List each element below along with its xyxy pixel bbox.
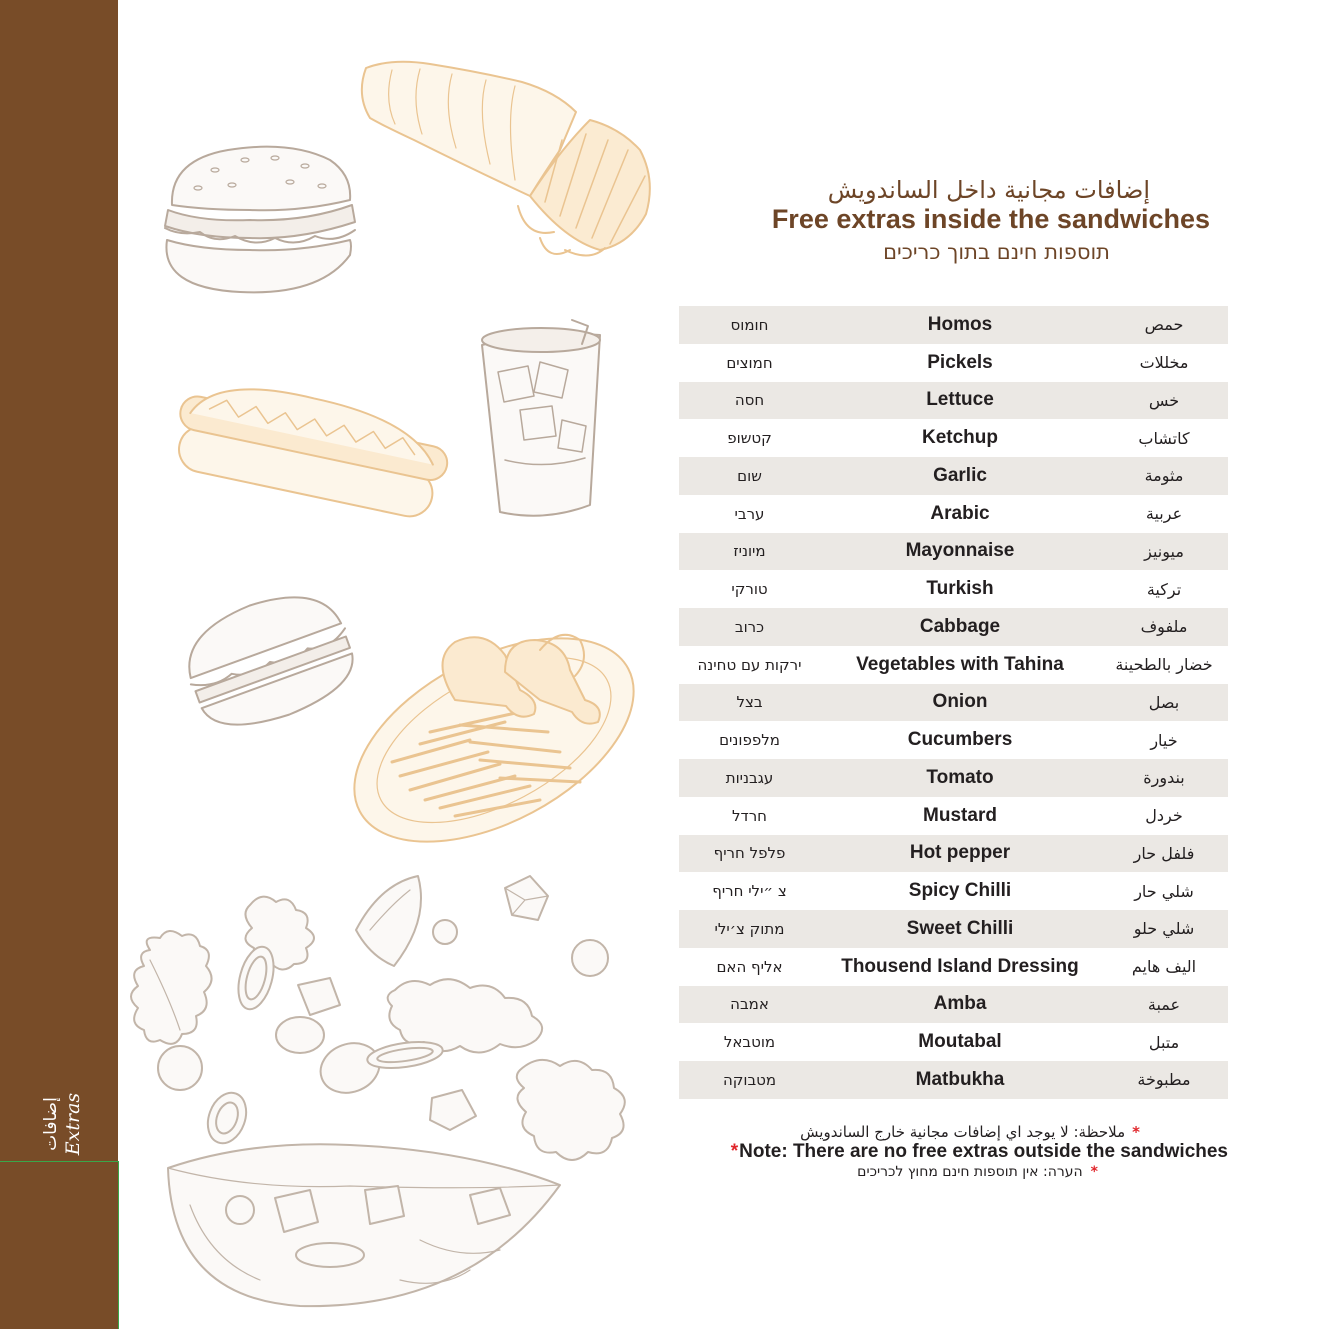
shawarma-wrap-illustration xyxy=(362,62,650,256)
extra-name-hebrew: טורקי xyxy=(731,580,768,599)
sandwich-illustration xyxy=(172,578,366,743)
extra-name-english: Garlic xyxy=(933,464,987,486)
extra-name-hebrew: פלפל חריף xyxy=(713,844,786,863)
extra-name-arabic: اليف هايم xyxy=(1131,957,1197,977)
extra-name-hebrew: חומוס xyxy=(730,315,769,334)
extras-row xyxy=(679,1023,1228,1061)
extras-row xyxy=(679,759,1228,797)
extra-name-hebrew: עגבניות xyxy=(725,768,774,787)
extra-name-hebrew: צ ״ילי חריף xyxy=(712,882,787,901)
note-asterisk: * xyxy=(1132,1123,1140,1141)
extra-name-hebrew: שום xyxy=(737,466,762,485)
note-arabic xyxy=(800,1122,1140,1142)
extras-row xyxy=(679,948,1228,986)
page-title: Free extras inside the sandwiches xyxy=(771,204,1210,234)
extra-name-arabic: عمبة xyxy=(1147,994,1181,1014)
extra-name-english: Onion xyxy=(932,691,988,713)
extra-name-hebrew: מתוק צ׳ילי xyxy=(714,919,785,938)
section-label-english: Extras xyxy=(62,1092,84,1156)
extras-row xyxy=(679,872,1228,910)
extra-name-arabic: خيار xyxy=(1150,730,1178,750)
section-label xyxy=(43,1093,83,1155)
extra-name-english: Homos xyxy=(927,313,993,335)
extra-name-english: Arabic xyxy=(930,502,990,524)
hot-dog-illustration xyxy=(169,372,455,523)
extras-row xyxy=(679,533,1228,571)
extras-row xyxy=(679,721,1228,759)
extra-name-english: Amba xyxy=(933,993,987,1015)
extras-row xyxy=(679,495,1228,533)
extras-table xyxy=(679,306,1228,1099)
extra-name-hebrew: ירקות עם טחינה xyxy=(697,655,802,674)
extras-row xyxy=(679,835,1228,873)
extra-name-arabic: بندورة xyxy=(1143,768,1185,788)
extras-row xyxy=(679,306,1228,344)
extras-row xyxy=(679,1061,1228,1099)
note-hebrew xyxy=(857,1162,1098,1182)
extra-name-hebrew: בצל xyxy=(736,693,763,712)
extra-name-hebrew: חסה xyxy=(734,391,765,410)
extra-name-arabic: حمص xyxy=(1144,315,1184,335)
extra-name-hebrew: מטבוקה xyxy=(722,1070,777,1089)
section-label-arabic: إضافات xyxy=(41,1097,61,1151)
extra-name-hebrew: חמוצים xyxy=(726,353,773,372)
extra-name-arabic: ملفوف xyxy=(1140,617,1188,637)
extra-name-arabic: ميونيز xyxy=(1144,541,1184,561)
extra-name-hebrew: אמבה xyxy=(730,995,769,1014)
extra-name-english: Vegetables with Tahina xyxy=(856,653,1064,675)
extra-name-arabic: تركية xyxy=(1146,579,1182,599)
extra-name-english: Spicy Chilli xyxy=(908,880,1012,902)
extra-name-hebrew: מיוניז xyxy=(733,542,766,561)
note-english xyxy=(731,1142,1228,1162)
extra-name-english: Cucumbers xyxy=(907,729,1013,751)
extra-name-arabic: بصل xyxy=(1148,692,1180,712)
extra-name-arabic: متبل xyxy=(1148,1032,1180,1052)
extras-row xyxy=(679,457,1228,495)
extra-name-arabic: خضار بالطحينة xyxy=(1115,655,1213,675)
salad-illustration xyxy=(131,876,625,1306)
extra-name-hebrew: חרדל xyxy=(732,806,767,825)
sidebar-divider xyxy=(0,1161,119,1162)
extra-name-english: Thousend Island Dressing xyxy=(841,955,1079,977)
extras-row xyxy=(679,646,1228,684)
note-asterisk: * xyxy=(1090,1164,1098,1180)
extra-name-hebrew: ערבי xyxy=(734,504,765,523)
extras-row xyxy=(679,419,1228,457)
note-hebrew-text: הערה: אין תוספות חינם מחוץ לכריכים xyxy=(857,1164,1083,1180)
extra-name-hebrew: אליף האם xyxy=(716,957,783,976)
soda-glass-illustration xyxy=(482,320,600,516)
extras-row xyxy=(679,797,1228,835)
extras-row xyxy=(679,608,1228,646)
extras-row xyxy=(679,986,1228,1024)
extras-row xyxy=(679,910,1228,948)
extra-name-english: Lettuce xyxy=(926,389,994,411)
extra-name-arabic: مطبوخة xyxy=(1137,1070,1191,1090)
extra-name-arabic: شلي حلو xyxy=(1133,919,1195,939)
extra-name-english: Sweet Chilli xyxy=(906,917,1014,939)
extra-name-english: Moutabal xyxy=(918,1031,1002,1053)
extra-name-english: Ketchup xyxy=(922,427,998,449)
page-title-hebrew: תוספות חינם בתוך כריכים xyxy=(883,240,1110,264)
extra-name-arabic: كاتشاب xyxy=(1138,428,1190,448)
burger-illustration xyxy=(165,147,355,293)
extra-name-arabic: عربية xyxy=(1145,504,1183,524)
extra-name-arabic: مثومة xyxy=(1144,466,1184,486)
extra-name-english: Tomato xyxy=(926,766,994,788)
extra-name-hebrew: מוטבאל xyxy=(723,1033,776,1052)
extra-name-english: Matbukha xyxy=(915,1068,1005,1090)
extra-name-english: Turkish xyxy=(926,578,994,600)
extra-name-arabic: فلفل حار xyxy=(1133,843,1195,863)
chicken-fries-plate-illustration xyxy=(321,596,666,884)
extra-name-arabic: خردل xyxy=(1145,806,1183,826)
extra-name-english: Cabbage xyxy=(919,615,1001,637)
extra-name-english: Mayonnaise xyxy=(905,540,1015,562)
extras-row xyxy=(679,684,1228,722)
extra-name-hebrew: מלפפונים xyxy=(719,731,780,750)
page-title-arabic: إضافات مجانية داخل الساندويش xyxy=(827,176,1150,204)
extras-row xyxy=(679,570,1228,608)
extra-name-english: Mustard xyxy=(923,804,997,826)
extra-name-english: Pickels xyxy=(927,351,993,373)
extra-name-arabic: مخللات xyxy=(1139,353,1189,373)
extras-row xyxy=(679,382,1228,420)
extra-name-hebrew: קטשופ xyxy=(727,429,772,448)
extra-name-arabic: خس xyxy=(1148,390,1180,410)
note-arabic-text: ملاحظة: لا يوجد اي إضافات مجانية خارج الساندويش xyxy=(800,1123,1126,1141)
note-english-text: Note: There are no free extras outside the sandwiches xyxy=(739,1141,1228,1162)
extra-name-english: Hot pepper xyxy=(909,842,1011,864)
extra-name-hebrew: כרוב xyxy=(734,617,765,636)
note-asterisk: * xyxy=(730,1141,739,1162)
extra-name-arabic: شلي حار xyxy=(1134,881,1194,901)
sidebar-edge-line xyxy=(118,1161,119,1329)
extras-row xyxy=(679,344,1228,382)
